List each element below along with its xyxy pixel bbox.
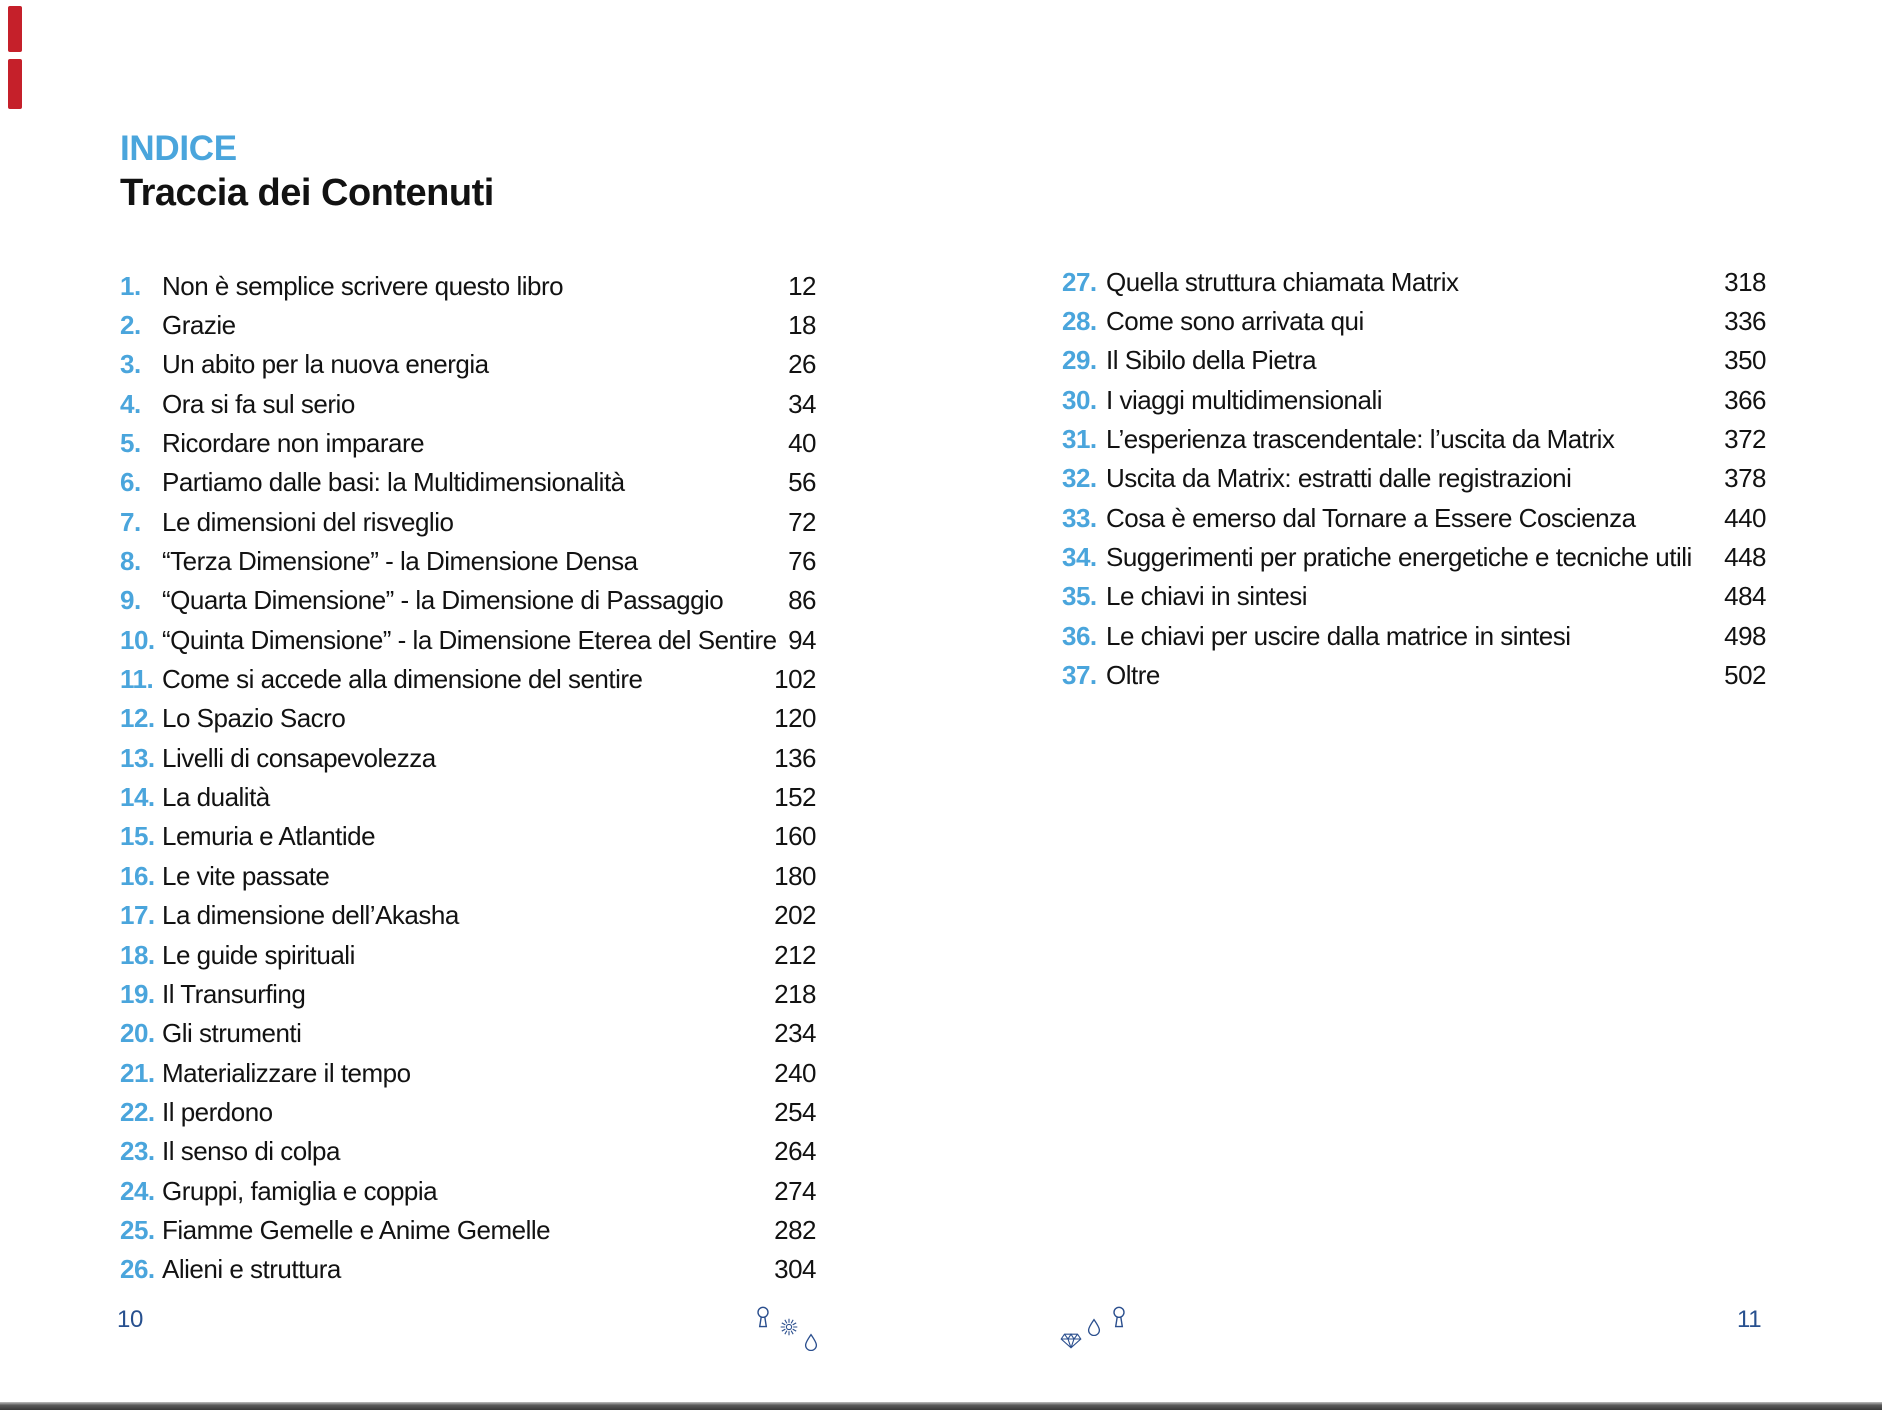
toc-entry-page: 274 (774, 1175, 816, 1206)
toc-entry (120, 1210, 816, 1249)
toc-entry (120, 738, 816, 777)
footer-icon-cluster-left (755, 1306, 825, 1354)
toc-entry-page: 350 (1724, 345, 1766, 376)
page-title: INDICE (120, 129, 237, 168)
toc-entry-number: 21. (120, 1057, 155, 1088)
toc-entry-title: Non è semplice scrivere questo libro (162, 270, 564, 301)
toc-entry-title: “Terza Dimensione” - la Dimensione Densa (162, 546, 638, 577)
toc-entry-number: 9. (120, 585, 141, 616)
toc-entry (120, 305, 816, 344)
toc-entry-page: 448 (1724, 542, 1766, 573)
toc-entry-title: Materializzare il tempo (162, 1057, 411, 1088)
toc-entry-page: 218 (774, 978, 816, 1009)
toc-entry-title: I viaggi multidimensionali (1106, 384, 1383, 415)
toc-entry (120, 817, 816, 856)
toc-entry-title: Il Transurfing (162, 978, 306, 1009)
toc-entry-title: Il senso di colpa (162, 1136, 340, 1167)
toc-entry-page: 336 (1724, 306, 1766, 337)
toc-column-left (120, 266, 816, 1289)
toc-entry (1062, 341, 1766, 380)
toc-entry (1062, 655, 1766, 694)
toc-entry-title: Livelli di consapevolezza (162, 742, 436, 773)
toc-entry (120, 699, 816, 738)
toc-entry (120, 266, 816, 305)
sun-icon (780, 1318, 798, 1336)
toc-entry-number: 14. (120, 782, 155, 813)
toc-entry-title: Le chiavi per uscire dalla matrice in sintesi (1106, 620, 1571, 651)
toc-entry-number: 23. (120, 1136, 155, 1167)
page-edge-red-mark (8, 59, 22, 109)
toc-entry (1062, 498, 1766, 537)
toc-entry-number: 17. (120, 900, 155, 931)
toc-entry-number: 1. (120, 270, 141, 301)
drop-icon (804, 1333, 818, 1351)
toc-entry-title: Oltre (1106, 660, 1160, 691)
toc-entry-title: Uscita da Matrix: estratti dalle registrazioni (1106, 463, 1572, 494)
toc-entry (1062, 419, 1766, 458)
toc-entry-number: 7. (120, 506, 141, 537)
toc-entry-page: 18 (788, 310, 816, 341)
toc-entry-page: 366 (1724, 384, 1766, 415)
toc-column-right (1062, 262, 1766, 695)
toc-entry-page: 136 (774, 742, 816, 773)
toc-entry-page: 86 (788, 585, 816, 616)
toc-entry-number: 28. (1062, 306, 1097, 337)
toc-entry-page: 378 (1724, 463, 1766, 494)
toc-entry (120, 541, 816, 580)
toc-entry-title: Lo Spazio Sacro (162, 703, 346, 734)
toc-entry-page: 234 (774, 1018, 816, 1049)
toc-entry-number: 35. (1062, 581, 1097, 612)
toc-entry-title: Suggerimenti per pratiche energetiche e tecniche utili (1106, 542, 1692, 573)
toc-entry-page: 120 (774, 703, 816, 734)
left-page-number: 10 (117, 1306, 144, 1333)
toc-entry-title: L’esperienza trascendentale: l’uscita da Matrix (1106, 424, 1615, 455)
toc-entry-number: 31. (1062, 424, 1097, 455)
toc-entry-number: 32. (1062, 463, 1097, 494)
toc-entry-number: 6. (120, 467, 141, 498)
toc-entry-page: 76 (788, 546, 816, 577)
toc-entry (120, 502, 816, 541)
toc-entry-title: Gruppi, famiglia e coppia (162, 1175, 438, 1206)
toc-entry (120, 384, 816, 423)
toc-entry-number: 20. (120, 1018, 155, 1049)
toc-entry-number: 3. (120, 349, 141, 380)
toc-entry-number: 2. (120, 310, 141, 341)
toc-entry-title: Il Sibilo della Pietra (1106, 345, 1317, 376)
toc-entry-title: “Quarta Dimensione” - la Dimensione di Passaggio (162, 585, 724, 616)
toc-entry-page: 440 (1724, 502, 1766, 533)
toc-entry (1062, 301, 1766, 340)
toc-entry (120, 345, 816, 384)
toc-entry-page: 202 (774, 900, 816, 931)
toc-entry (1062, 262, 1766, 301)
toc-entry (1062, 616, 1766, 655)
toc-entry (120, 1053, 816, 1092)
toc-entry (120, 423, 816, 462)
toc-entry (120, 1171, 816, 1210)
toc-entry (120, 777, 816, 816)
toc-entry-page: 40 (788, 428, 816, 459)
toc-entry-number: 29. (1062, 345, 1097, 376)
toc-entry-title: Il perdono (162, 1096, 273, 1127)
toc-entry-number: 11. (120, 664, 154, 695)
toc-entry-page: 160 (774, 821, 816, 852)
toc-entry-page: 254 (774, 1096, 816, 1127)
toc-entry-number: 13. (120, 742, 155, 773)
toc-entry-page: 502 (1724, 660, 1766, 691)
toc-entry-page: 372 (1724, 424, 1766, 455)
toc-entry (120, 1132, 816, 1171)
toc-entry-page: 94 (788, 624, 816, 655)
toc-entry (120, 974, 816, 1013)
toc-entry-number: 24. (120, 1175, 155, 1206)
toc-entry-page: 498 (1724, 620, 1766, 651)
toc-entry-page: 72 (788, 506, 816, 537)
toc-entry-page: 264 (774, 1136, 816, 1167)
toc-entry (1062, 537, 1766, 576)
toc-entry-number: 12. (120, 703, 155, 734)
toc-entry (1062, 459, 1766, 498)
toc-entry-title: Quella struttura chiamata Matrix (1106, 266, 1459, 297)
toc-entry-title: Partiamo dalle basi: la Multidimensionalità (162, 467, 625, 498)
toc-entry-title: La dualità (162, 782, 270, 813)
toc-entry-number: 8. (120, 546, 141, 577)
toc-entry-title: Lemuria e Atlantide (162, 821, 376, 852)
toc-entry (120, 935, 816, 974)
toc-entry (120, 620, 816, 659)
toc-entry (120, 1014, 816, 1053)
toc-entry-page: 34 (788, 388, 816, 419)
toc-entry-page: 26 (788, 349, 816, 380)
toc-entry-page: 212 (774, 939, 816, 970)
toc-entry-number: 16. (120, 860, 155, 891)
toc-entry (120, 1092, 816, 1131)
page-edge-red-mark (8, 6, 22, 52)
toc-entry-page: 180 (774, 860, 816, 891)
toc-entry-title: Gli strumenti (162, 1018, 302, 1049)
toc-entry-page: 12 (788, 270, 816, 301)
toc-entry-number: 18. (120, 939, 155, 970)
toc-entry-title: Le chiavi in sintesi (1106, 581, 1307, 612)
toc-entry-number: 27. (1062, 266, 1097, 297)
page-subtitle: Traccia dei Contenuti (120, 172, 494, 214)
diamond-icon (1060, 1333, 1082, 1349)
toc-entry (120, 659, 816, 698)
toc-entry-title: Le guide spirituali (162, 939, 355, 970)
toc-entry-page: 318 (1724, 266, 1766, 297)
toc-entry-title: Fiamme Gemelle e Anime Gemelle (162, 1214, 551, 1245)
toc-entry-number: 26. (120, 1254, 155, 1285)
toc-entry (1062, 380, 1766, 419)
footer-icon-cluster-right (1060, 1306, 1130, 1354)
toc-entry-page: 152 (774, 782, 816, 813)
toc-entry-page: 304 (774, 1254, 816, 1285)
toc-entry-number: 36. (1062, 620, 1097, 651)
toc-entry-title: Le vite passate (162, 860, 330, 891)
toc-entry-title: Ora si fa sul serio (162, 388, 355, 419)
toc-entry-number: 5. (120, 428, 141, 459)
toc-entry-number: 15. (120, 821, 155, 852)
toc-entry-page: 56 (788, 467, 816, 498)
toc-entry-title: Come sono arrivata qui (1106, 306, 1364, 337)
window-bottom-edge (0, 1402, 1882, 1410)
toc-entry (120, 463, 816, 502)
toc-entry-title: Grazie (162, 310, 236, 341)
toc-entry-title: Un abito per la nuova energia (162, 349, 489, 380)
drop-icon (1087, 1318, 1101, 1336)
toc-entry-page: 282 (774, 1214, 816, 1245)
toc-entry-number: 30. (1062, 384, 1097, 415)
toc-entry-number: 10. (120, 624, 155, 655)
toc-entry (120, 581, 816, 620)
toc-entry-title: Cosa è emerso dal Tornare a Essere Coscienza (1106, 502, 1636, 533)
toc-entry-title: La dimensione dell’Akasha (162, 900, 459, 931)
toc-entry-number: 37. (1062, 660, 1097, 691)
toc-entry-page: 240 (774, 1057, 816, 1088)
toc-entry-page: 102 (774, 664, 816, 695)
toc-entry-number: 25. (120, 1214, 155, 1245)
toc-entry-number: 22. (120, 1096, 155, 1127)
toc-entry (1062, 577, 1766, 616)
toc-entry-number: 4. (120, 388, 141, 419)
toc-entry (120, 856, 816, 895)
toc-entry-number: 34. (1062, 542, 1097, 573)
toc-entry (120, 1250, 816, 1289)
toc-entry-title: Ricordare non imparare (162, 428, 425, 459)
keyhole-icon (755, 1306, 771, 1329)
toc-entry-title: Come si accede alla dimensione del sentire (162, 664, 643, 695)
toc-entry-page: 484 (1724, 581, 1766, 612)
toc-entry-number: 33. (1062, 502, 1097, 533)
toc-entry-title: Le dimensioni del risveglio (162, 506, 454, 537)
keyhole-icon (1111, 1306, 1127, 1329)
toc-entry-number: 19. (120, 978, 155, 1009)
toc-entry (120, 896, 816, 935)
right-page-number: 11 (1737, 1306, 1762, 1333)
toc-entry-title: Alieni e struttura (162, 1254, 341, 1285)
toc-entry-title: “Quinta Dimensione” - la Dimensione Eterea del Sentire (162, 624, 777, 655)
